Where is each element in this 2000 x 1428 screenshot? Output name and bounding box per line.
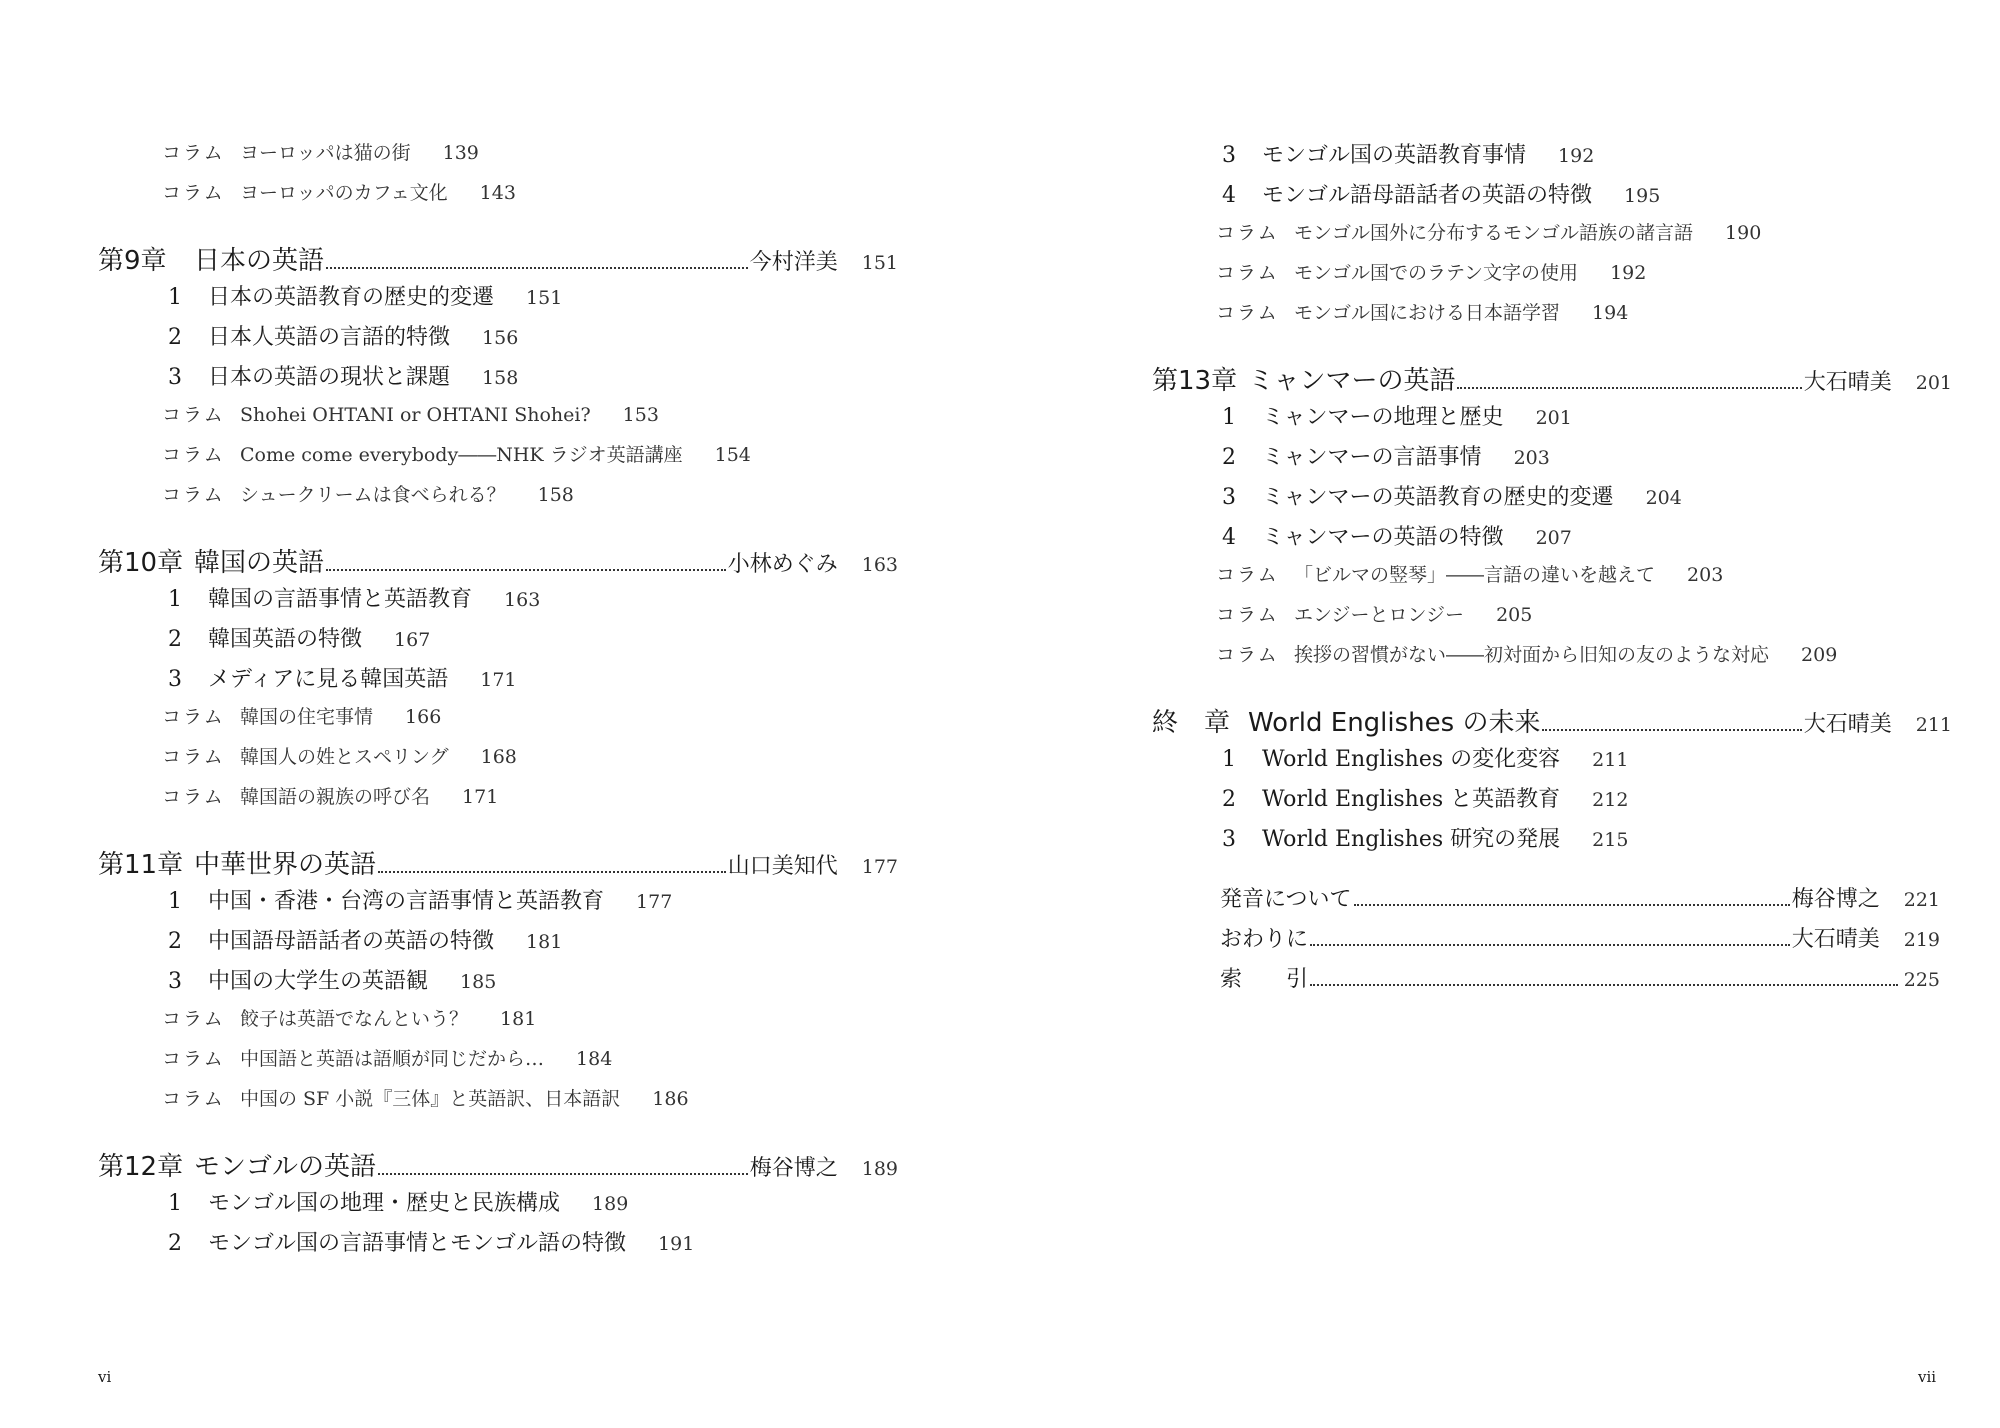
column-tag: コラム xyxy=(1216,302,1279,324)
page-number: 158 xyxy=(537,484,574,506)
page-number: 207 xyxy=(1535,527,1572,549)
section-title: World Englishes と英語教育 xyxy=(1262,787,1561,812)
chapter-author: 大石晴美 xyxy=(1803,370,1892,395)
column-tag: コラム xyxy=(1216,564,1279,586)
page-number: 185 xyxy=(460,971,497,993)
chapter-title: World Englishes の未来 xyxy=(1248,708,1541,738)
column-tag: コラム xyxy=(1216,644,1279,666)
column-tag: コラム xyxy=(162,1088,225,1110)
column-tag: コラム xyxy=(162,444,225,466)
section-number: 3 xyxy=(168,365,182,390)
section-title: ミャンマーの英語の特徴 xyxy=(1262,525,1504,550)
column-title: 韓国の住宅事情 xyxy=(240,706,374,728)
section-number: 1 xyxy=(168,1191,182,1216)
column-title: 中国語と英語は語順が同じだから… xyxy=(240,1048,545,1070)
page-number: 192 xyxy=(1610,262,1647,284)
page-number: 158 xyxy=(482,367,519,389)
leader-dots xyxy=(378,871,726,873)
chapter-author: 大石晴美 xyxy=(1803,712,1892,737)
back-matter-entry xyxy=(1220,962,1940,993)
page-number: 201 xyxy=(1535,407,1572,429)
page-number: 195 xyxy=(1624,185,1661,207)
section-number: 3 xyxy=(168,969,182,994)
column-entry xyxy=(162,480,574,507)
column-entry xyxy=(162,782,498,809)
page-number: 201 xyxy=(1915,372,1952,394)
section-title: 韓国英語の特徴 xyxy=(208,627,363,652)
column-entry xyxy=(162,400,659,427)
section-entry xyxy=(168,662,517,693)
section-title: モンゴル国の言語事情とモンゴル語の特徴 xyxy=(208,1231,627,1256)
section-entry xyxy=(168,280,562,311)
page-number: 177 xyxy=(861,856,898,878)
section-entry xyxy=(168,622,430,653)
section-title: モンゴル国の地理・歴史と民族構成 xyxy=(208,1191,561,1216)
column-entry xyxy=(1216,560,1723,587)
section-title: 日本の英語の現状と課題 xyxy=(208,365,451,390)
chapter-author: 今村洋美 xyxy=(749,250,838,275)
back-matter-title: おわりに xyxy=(1220,927,1309,952)
chapter-title: 日本の英語 xyxy=(194,246,325,276)
column-entry xyxy=(1216,298,1628,325)
left-folio: vi xyxy=(98,1368,112,1386)
section-title: モンゴル語母語話者の英語の特徴 xyxy=(1262,183,1593,208)
page-number: 139 xyxy=(442,142,479,164)
page-number: 156 xyxy=(482,327,519,349)
section-number: 2 xyxy=(168,929,182,954)
section-title: 韓国の言語事情と英語教育 xyxy=(208,587,473,612)
column-entry xyxy=(162,138,479,165)
page-number: 163 xyxy=(504,589,541,611)
column-tag: コラム xyxy=(1216,604,1279,626)
column-title: 餃子は英語でなんという？ xyxy=(240,1008,469,1030)
section-number: 3 xyxy=(1222,485,1236,510)
column-title: 韓国人の姓とスペリング xyxy=(240,746,449,768)
section-number: 2 xyxy=(168,627,182,652)
column-entry xyxy=(162,1084,689,1111)
section-entry xyxy=(168,1226,694,1257)
section-entry xyxy=(1222,178,1660,209)
column-tag: コラム xyxy=(162,182,225,204)
section-number: 4 xyxy=(1222,183,1236,208)
page-number: 189 xyxy=(861,1158,898,1180)
section-number: 3 xyxy=(1222,143,1236,168)
section-entry xyxy=(1222,742,1628,773)
column-entry xyxy=(162,1044,612,1071)
column-tag: コラム xyxy=(162,1048,225,1070)
section-number: 1 xyxy=(168,889,182,914)
column-tag: コラム xyxy=(1216,222,1279,244)
chapter-label: 終 章 xyxy=(1152,708,1231,738)
chapter-title: 中華世界の英語 xyxy=(194,850,377,880)
page-number: 153 xyxy=(622,404,659,426)
section-entry xyxy=(1222,520,1572,551)
section-entry xyxy=(168,924,562,955)
page-number: 181 xyxy=(526,931,563,953)
section-entry xyxy=(1222,400,1572,431)
page-number: 181 xyxy=(500,1008,537,1030)
chapter-entry xyxy=(98,542,898,579)
back-matter-title: 索 引 xyxy=(1220,967,1309,992)
section-title: メディアに見る韓国英語 xyxy=(208,667,449,692)
section-entry xyxy=(168,1186,628,1217)
section-entry xyxy=(1222,480,1682,511)
section-title: 日本の英語教育の歴史的変遷 xyxy=(208,285,495,310)
section-title: ミャンマーの英語教育の歴史的変遷 xyxy=(1262,485,1614,510)
section-number: 2 xyxy=(1222,787,1236,812)
section-title: モンゴル国の英語教育事情 xyxy=(1262,143,1527,168)
page-number: 166 xyxy=(405,706,442,728)
section-number: 1 xyxy=(168,587,182,612)
page-number: 151 xyxy=(861,252,898,274)
section-title: ミャンマーの地理と歴史 xyxy=(1262,405,1504,430)
page-number: 211 xyxy=(1915,714,1952,736)
chapter-entry xyxy=(1152,702,1952,739)
column-entry xyxy=(162,702,441,729)
page-number: 205 xyxy=(1496,604,1533,626)
back-matter-entry xyxy=(1220,882,1940,913)
section-number: 1 xyxy=(1222,405,1236,430)
back-matter-author: 大石晴美 xyxy=(1791,927,1880,952)
page-number: 192 xyxy=(1558,145,1595,167)
page-number: 167 xyxy=(394,629,431,651)
column-tag: コラム xyxy=(1216,262,1279,284)
leader-dots xyxy=(1457,387,1801,389)
page-number: 163 xyxy=(861,554,898,576)
chapter-author: 小林めぐみ xyxy=(727,552,838,577)
leader-dots xyxy=(1310,944,1790,946)
chapter-author: 山口美知代 xyxy=(727,854,838,879)
leader-dots xyxy=(326,569,726,571)
leader-dots xyxy=(326,267,748,269)
page-number: 171 xyxy=(480,669,517,691)
leader-dots xyxy=(378,1173,748,1175)
page-number: 151 xyxy=(526,287,563,309)
page-number: 171 xyxy=(462,786,499,808)
section-entry xyxy=(168,964,496,995)
chapter-label: 第10章 xyxy=(98,548,184,578)
section-number: 2 xyxy=(1222,445,1236,470)
section-number: 3 xyxy=(168,667,182,692)
leader-dots xyxy=(1542,729,1801,731)
column-entry xyxy=(162,742,517,769)
page-number: 203 xyxy=(1513,447,1550,469)
chapter-title: モンゴルの英語 xyxy=(194,1152,377,1182)
column-title: 韓国語の親族の呼び名 xyxy=(240,786,431,808)
column-title: 挨拶の習慣がない――初対面から旧知の友のような対応 xyxy=(1294,644,1770,666)
chapter-title: ミャンマーの英語 xyxy=(1248,366,1456,396)
chapter-label: 第9章 xyxy=(98,246,167,276)
chapter-label: 第12章 xyxy=(98,1152,184,1182)
section-title: World Englishes 研究の発展 xyxy=(1262,827,1561,852)
section-title: 日本人英語の言語的特徴 xyxy=(208,325,451,350)
back-matter-author: 梅谷博之 xyxy=(1791,887,1880,912)
chapter-entry xyxy=(98,240,898,277)
right-folio: vii xyxy=(1918,1368,1937,1386)
column-entry xyxy=(1216,258,1646,285)
column-title: モンゴル国における日本語学習 xyxy=(1294,302,1561,324)
section-title: ミャンマーの言語事情 xyxy=(1262,445,1482,470)
chapter-entry xyxy=(1152,360,1952,397)
section-entry xyxy=(1222,822,1628,853)
page-number: 186 xyxy=(652,1088,689,1110)
right-page xyxy=(1000,0,2000,1428)
page-number: 212 xyxy=(1592,789,1629,811)
column-title: モンゴル国外に分布するモンゴル語族の諸言語 xyxy=(1294,222,1694,244)
column-title: Come come everybody――NHK ラジオ英語講座 xyxy=(240,444,683,466)
page-number: 203 xyxy=(1687,564,1724,586)
column-title: 「ビルマの竪琴」――言語の違いを越えて xyxy=(1294,564,1656,586)
page-number: 225 xyxy=(1903,969,1940,991)
column-entry xyxy=(1216,640,1837,667)
page-number: 168 xyxy=(480,746,517,768)
column-tag: コラム xyxy=(162,404,225,426)
column-entry xyxy=(1216,218,1761,245)
column-tag: コラム xyxy=(162,746,225,768)
section-number: 2 xyxy=(168,325,182,350)
column-entry xyxy=(162,1004,536,1031)
page-number: 204 xyxy=(1645,487,1682,509)
page-number: 194 xyxy=(1592,302,1629,324)
section-title: 中国の大学生の英語観 xyxy=(208,969,429,994)
page-number: 154 xyxy=(714,444,751,466)
leader-dots xyxy=(1354,904,1790,906)
page-number: 191 xyxy=(658,1233,695,1255)
page-number: 184 xyxy=(576,1048,613,1070)
section-entry xyxy=(1222,138,1594,169)
page-number: 215 xyxy=(1592,829,1629,851)
column-title: エンジーとロンジー xyxy=(1294,604,1465,626)
page-number: 190 xyxy=(1725,222,1762,244)
page-number: 177 xyxy=(636,891,673,913)
column-entry xyxy=(162,440,751,467)
section-entry xyxy=(168,884,672,915)
back-matter-title: 発音について xyxy=(1220,887,1352,912)
column-title: ヨーロッパのカフェ文化 xyxy=(240,182,448,204)
section-entry xyxy=(1222,440,1550,471)
column-title: 中国の SF 小説『三体』と英語訳、日本語訳 xyxy=(240,1088,621,1110)
section-entry xyxy=(168,320,518,351)
column-tag: コラム xyxy=(162,142,225,164)
section-number: 4 xyxy=(1222,525,1236,550)
section-entry xyxy=(1222,782,1628,813)
chapter-label: 第11章 xyxy=(98,850,184,880)
chapter-entry xyxy=(98,1146,898,1183)
chapter-title: 韓国の英語 xyxy=(194,548,325,578)
column-tag: コラム xyxy=(162,484,225,506)
column-title: ヨーロッパは猫の街 xyxy=(240,142,411,164)
section-entry xyxy=(168,582,540,613)
chapter-author: 梅谷博之 xyxy=(749,1156,838,1181)
column-title: Shohei OHTANI or OHTANI Shohei? xyxy=(240,404,591,426)
page-number: 211 xyxy=(1592,749,1629,771)
section-number: 1 xyxy=(168,285,182,310)
column-tag: コラム xyxy=(162,1008,225,1030)
page-number: 143 xyxy=(479,182,516,204)
leader-dots xyxy=(1310,984,1898,986)
column-tag: コラム xyxy=(162,786,225,808)
back-matter-entry xyxy=(1220,922,1940,953)
section-number: 2 xyxy=(168,1231,182,1256)
section-number: 1 xyxy=(1222,747,1236,772)
column-entry xyxy=(1216,600,1532,627)
chapter-label: 第13章 xyxy=(1152,366,1238,396)
page-number: 221 xyxy=(1903,889,1940,911)
section-number: 3 xyxy=(1222,827,1236,852)
page-number: 209 xyxy=(1801,644,1838,666)
column-title: シュークリームは食べられる？ xyxy=(240,484,506,506)
column-entry xyxy=(162,178,516,205)
section-entry xyxy=(168,360,518,391)
section-title: 中国・香港・台湾の言語事情と英語教育 xyxy=(208,889,605,914)
chapter-entry xyxy=(98,844,898,881)
page-number: 219 xyxy=(1903,929,1940,951)
column-tag: コラム xyxy=(162,706,225,728)
column-title: モンゴル国でのラテン文字の使用 xyxy=(1294,262,1579,284)
page-number: 189 xyxy=(592,1193,629,1215)
section-title: World Englishes の変化変容 xyxy=(1262,747,1561,772)
section-title: 中国語母語話者の英語の特徴 xyxy=(208,929,495,954)
